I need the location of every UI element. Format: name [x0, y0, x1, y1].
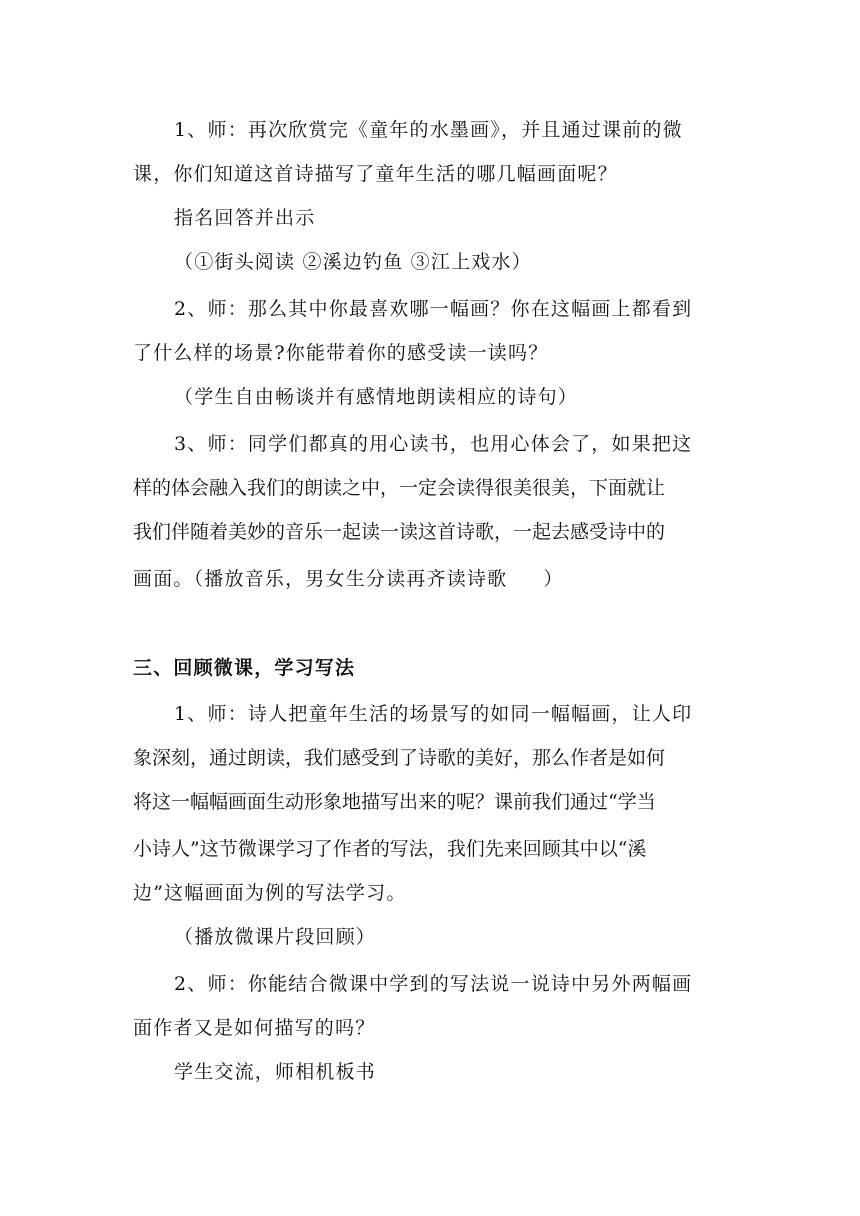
paragraph-line: （①街头阅读 ②溪边钓鱼 ③江上戏水） [174, 251, 532, 273]
paragraph-line: 2、师：你能结合微课中学到的写法说一说诗中另外两幅画 [174, 973, 693, 995]
paragraph-line: 了什么样的场景?你能带着你的感受读一读吗？ [133, 342, 549, 364]
paragraph-line: 象深刻，通过朗读，我们感受到了诗歌的美好，那么作者是如何 [133, 747, 666, 769]
paragraph-line: 课，你们知道这首诗描写了童年生活的哪几幅画面呢？ [133, 163, 618, 185]
paragraph-line: 我们伴随着美妙的音乐一起读一读这首诗歌，一起去感受诗中的 [133, 521, 666, 543]
paragraph-line: 指名回答并出示 [174, 207, 316, 229]
paragraph-line: 1、师：再次欣赏完《童年的水墨画》，并且通过课前的微 [174, 119, 683, 141]
paragraph-line: 3、师：同学们都真的用心读书，也用心体会了，如果把这 [174, 433, 693, 455]
paragraph-line: 样的体会融入我们的朗读之中，一定会读得很美很美，下面就让 [133, 477, 666, 499]
paragraph-line: 画面。（播放音乐，男女生分读再齐读诗歌 ） [133, 568, 564, 590]
section-heading: 三、回顾微课，学习写法 [133, 657, 356, 679]
paragraph-line: 1、师：诗人把童年生活的场景写的如同一幅幅画，让人印 [174, 703, 693, 725]
paragraph-line: 将这一幅幅画面生动形象地描写出来的呢？课前我们通过“学当 [133, 791, 656, 813]
paragraph-line: 小诗人”这节微课学习了作者的写法，我们先来回顾其中以“溪 [133, 838, 647, 860]
paragraph-line: 边”这幅画面为例的写法学习。 [133, 882, 407, 904]
paragraph-line: 2、师：那么其中你最喜欢哪一幅画？你在这幅画上都看到 [174, 298, 693, 320]
paragraph-line: （播放微课片段回顾） [174, 926, 377, 948]
paragraph-line: 学生交流，师相机板书 [174, 1061, 377, 1083]
paragraph-line: （学生自由畅谈并有感情地朗读相应的诗句） [174, 386, 579, 408]
paragraph-line: 面作者又是如何描写的吗？ [133, 1017, 376, 1039]
